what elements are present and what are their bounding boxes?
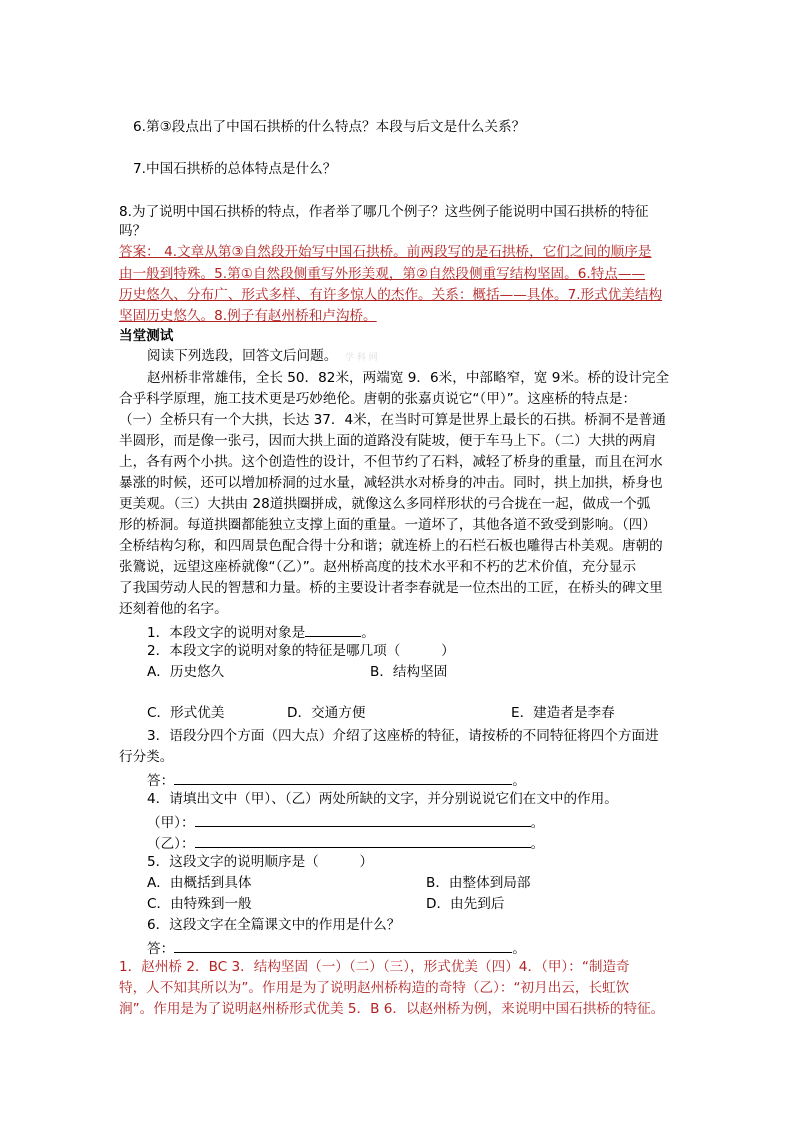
test-question-6-answer: 答： 。 <box>147 941 526 957</box>
final-answer-line-1: 1．赵州桥 2．BC 3．结构坚固（一）（二）（三），形式优美（四）4．（甲）：“制造奇 <box>119 959 630 975</box>
test-question-1: 1．本段文字的说明对象是 。 <box>147 625 375 641</box>
option-5a: A．由概括到具体 <box>147 875 252 891</box>
passage-line-9: 全桥结构匀称，和四周景色配合得十分和谐；就连桥上的石栏石板也雕得古朴美观。唐朝的 <box>119 538 663 554</box>
question-7: 7.中国石拱桥的总体特点是什么？ <box>133 161 337 177</box>
answer-line-3: 历史悠久、分布广、形式多样、有许多惊人的杰作。关系：概括——具体。7.形式优美结构 <box>119 287 663 303</box>
option-5c: C．由特殊到一般 <box>147 896 252 912</box>
option-2c: C．形式优美 <box>147 705 225 721</box>
passage-line-6: 暴涨的时候，还可以增加桥洞的过水量，减轻洪水对桥身的冲击。同时，拱上加拱，桥身也 <box>119 475 663 491</box>
passage-line-4: 半圆形，而是像一张弓，因而大拱上面的道路没有陡坡，便于车马上下。（二）大拱的两肩 <box>119 433 656 449</box>
passage-line-8: 形的桥洞。每道拱圈都能独立支撑上面的重量。一道坏了，其他各道不致受到影响。（四） <box>119 517 656 533</box>
test-question-4: 4．请填出文中（甲）、（乙）两处所缺的文字，并分别说说它们在文中的作用。 <box>147 791 618 807</box>
option-5b: B．由整体到局部 <box>426 875 531 891</box>
final-answer-line-2: 特，人不知其所以为”。作用是为了说明赵州桥构造的奇特（乙）：“初月出云，长虹饮 <box>119 980 630 996</box>
test-question-2: 2．本段文字的说明对象的特征是哪几项（ ） <box>147 643 455 659</box>
test-question-3-line-2: 行分类。 <box>119 749 174 765</box>
test-question-6: 6．这段文字在全篇课文中的作用是什么？ <box>147 917 401 933</box>
passage-line-2: 合乎科学原理，施工技术更是巧妙绝伦。唐朝的张嘉贞说它“（甲）”。这座桥的特点是： <box>119 391 637 407</box>
option-2a: A．历史悠久 <box>147 664 225 680</box>
question-6: 6.第③段点出了中国石拱桥的什么特点？本段与后文是什么关系？ <box>133 119 526 135</box>
test-question-4-yi: （乙）： 。 <box>147 836 545 852</box>
section-title: 当堂测试 <box>119 328 174 344</box>
question-8-line-2: 吗？ <box>119 223 147 239</box>
option-2b: B．结构坚固 <box>370 664 448 680</box>
test-question-3-answer: 答： 。 <box>147 773 526 789</box>
test-question-4-jia: （甲）： 。 <box>147 815 545 831</box>
reading-intro: 阅读下列选段，回答文后问题。 <box>147 348 338 364</box>
answer-line-1: 答案： 4.文章从第③自然段开始写中国石拱桥。前两段写的是石拱桥，它们之间的顺序是 <box>119 244 652 260</box>
option-2e: E．建造者是李春 <box>511 705 615 721</box>
test-question-5: 5．这段文字的说明顺序是（ ） <box>147 854 374 870</box>
answer-line-2: 由一般到特殊。5.第①自然段侧重写外形美观，第②自然段侧重写结构坚固。6.特点—— <box>119 266 646 282</box>
answer-blank[interactable] <box>174 940 512 953</box>
passage-line-1: 赵州桥非常雄伟，全长 50．82米，两端宽 9．6米，中部略窄，宽 9米。桥的设计完全 <box>147 370 670 386</box>
passage-line-5: 上，各有两个小拱。这个创造性的设计，不但节约了石料，减轻了桥身的重量，而且在河水 <box>119 454 663 470</box>
answer-line-4: 坚固历史悠久。8.例子有赵州桥和卢沟桥。 <box>119 308 377 324</box>
passage-line-11: 了我国劳动人民的智慧和力量。桥的主要设计者李春就是一位杰出的工匠，在桥头的碑文里 <box>119 580 663 596</box>
final-answer-line-3: 涧”。作用是为了说明赵州桥形式优美 5．B 6．以赵州桥为例，来说明中国石拱桥的特征。 <box>119 1001 665 1017</box>
passage-line-3: （一）全桥只有一个大拱，长达 37．4米，在当时可算是世界上最长的石拱。桥洞不是普通 <box>119 412 666 428</box>
answer-blank[interactable] <box>174 772 512 785</box>
answer-blank[interactable] <box>305 624 361 637</box>
passage-line-10: 张鷟说，远望这座桥就像“（乙）”。赵州桥高度的技术水平和不朽的艺术价值，充分显示 <box>119 559 637 575</box>
passage-line-7: 更美观。（三）大拱由 28道拱圈拼成，就像这么多同样形状的弓合拢在一起，做成一个弧 <box>119 496 651 512</box>
question-8-line-1: 8.为了说明中国石拱桥的特点，作者举了哪几个例子？这些例子能说明中国石拱桥的特征 <box>119 204 649 220</box>
passage-line-12: 还刻着他的名字。 <box>119 601 228 617</box>
watermark: 学 科 网 <box>345 353 378 363</box>
answer-blank[interactable] <box>195 814 531 827</box>
answer-blank[interactable] <box>195 835 531 848</box>
test-question-3-line-1: 3．语段分四个方面（四大点）介绍了这座桥的特征，请按桥的不同特征将四个方面进 <box>147 728 659 744</box>
option-5d: D．由先到后 <box>426 896 505 912</box>
option-2d: D．交通方便 <box>287 705 366 721</box>
